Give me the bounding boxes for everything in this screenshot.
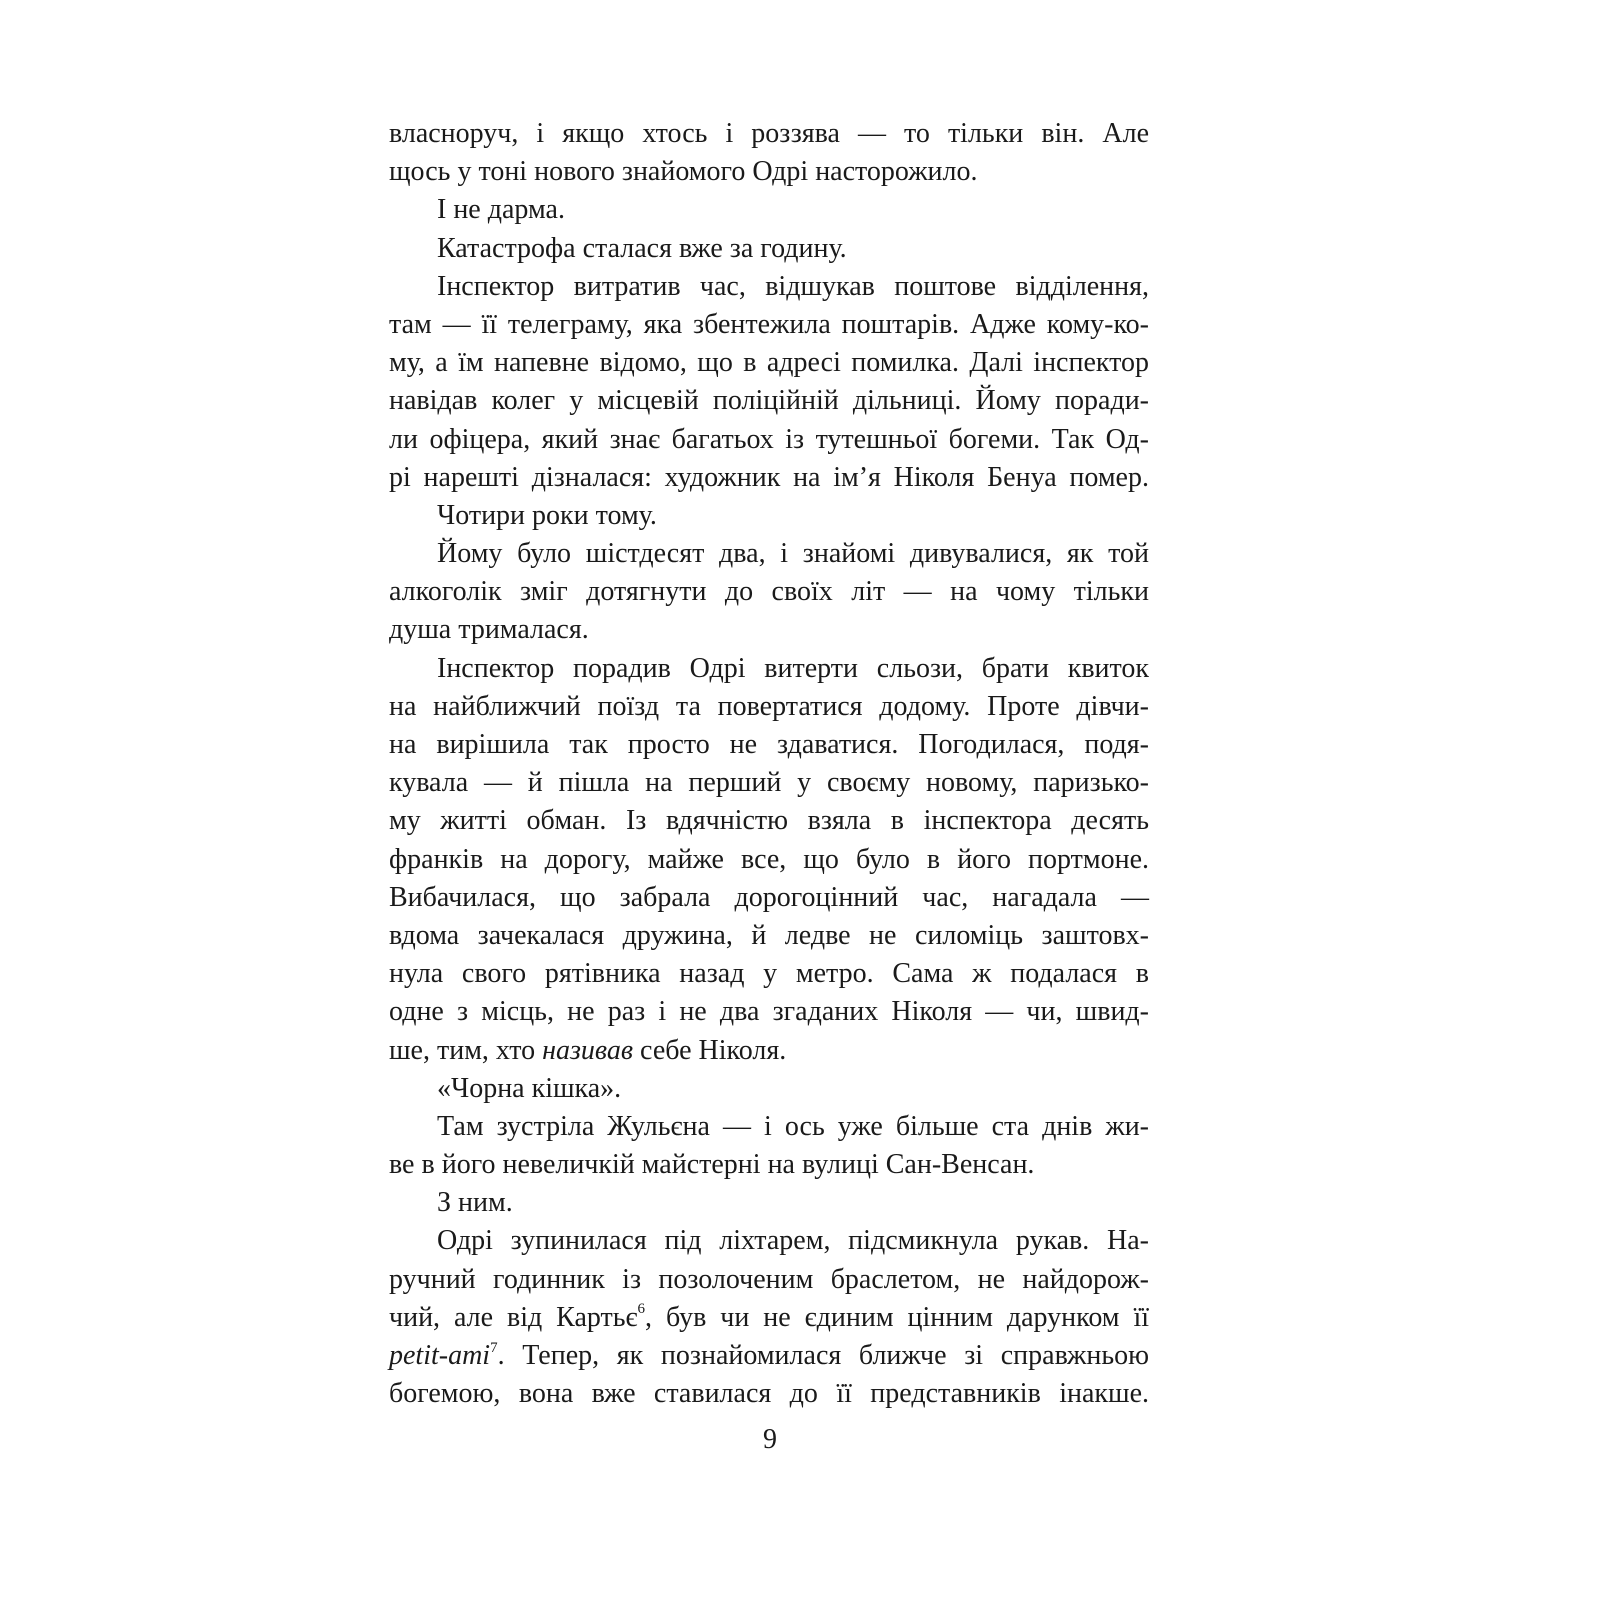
- text-run: , був чи не єдиним цінним дарунком її: [645, 1301, 1149, 1333]
- text-line: «Чорна кішка».: [437, 1072, 622, 1104]
- text-line: на вирішила так просто не здаватися. Погодилася, подя-: [389, 729, 1149, 760]
- text-line: Катастрофа сталася вже за годину.: [437, 232, 847, 264]
- text-line: богемою, вона вже ставилася до її представників інакше.: [389, 1378, 1149, 1410]
- text-line: франків на дорогу, майже все, що було в його портмоне.: [389, 843, 1149, 875]
- text-line: [389, 1032, 1149, 1070]
- text-line: му житті обман. Із вдячністю взяла в інспектора десять: [389, 805, 1149, 837]
- text-line: щось у тоні нового знайомого Одрі насторожило.: [389, 156, 978, 188]
- text-line: [389, 1299, 1149, 1337]
- text-line: одне з місць, не раз і не два згаданих Ніколя — чи, швид-: [389, 996, 1149, 1028]
- text-line: Вибачилася, що забрала дорогоцінний час, нагадала —: [389, 881, 1149, 913]
- text-line: алкоголік зміг дотягнути до своїх літ — на чому тільки: [389, 576, 1149, 608]
- text-line: Одрі зупинилася під ліхтарем, підсмикнула рукав. На-: [437, 1225, 1149, 1257]
- italic-word: називав: [542, 1034, 634, 1066]
- text-line: ли офіцера, який знає багатьох із тутешньої богеми. Так Од-: [389, 423, 1149, 455]
- text-line: душа трималася.: [389, 614, 589, 646]
- footnote-ref: 7: [490, 1339, 498, 1356]
- text-line: навідав колег у місцевій поліційній дільниці. Йому поради-: [389, 385, 1149, 417]
- footnote-ref: 6: [637, 1301, 646, 1318]
- text-line: ве в його невеличкій майстерні на вулиці Сан-Венсан.: [389, 1149, 1035, 1181]
- text-run: себе Ніколя.: [633, 1034, 787, 1066]
- text-line: Чотири роки тому.: [437, 499, 657, 531]
- text-line: [389, 1337, 1149, 1375]
- text-line: З ним.: [437, 1187, 513, 1219]
- text-line: на найближчий поїзд та повертатися додому. Проте дівчи-: [389, 690, 1149, 722]
- text-run: чий, але від Картьє: [389, 1301, 638, 1333]
- page-number: 9: [763, 1424, 777, 1455]
- text-line: Інспектор витратив час, відшукав поштове відділення,: [437, 270, 1149, 302]
- text-line: рі нарешті дізналася: художник на ім’я Ніколя Бенуа помер.: [389, 461, 1149, 493]
- italic-word: petit-ami: [389, 1340, 491, 1371]
- text-run: ше, тим, хто: [389, 1034, 543, 1066]
- text-run: . Тепер, як познайомилася ближче зі справжньою: [497, 1340, 1149, 1371]
- text-line: вдома зачекалася дружина, й ледве не силоміць заштовх-: [389, 919, 1149, 951]
- text-line: Йому було шістдесят два, і знайомі дивувалися, як той: [437, 538, 1149, 570]
- text-line: нула свого рятівника назад у метро. Сама ж подалася в: [389, 958, 1149, 990]
- text-line: ручний годинник із позолоченим браслетом, не найдорож-: [389, 1263, 1149, 1295]
- text-line: І не дарма.: [437, 194, 565, 226]
- text-line: кувала — й пішла на перший у своєму новому, паризько-: [389, 767, 1149, 799]
- text-line: му, а їм напевне відомо, що в адресі помилка. Далі інспектор: [389, 347, 1149, 379]
- text-line: там — її телеграму, яка збентежила поштарів. Адже кому-ко-: [389, 308, 1149, 340]
- text-line: Там зустріла Жульєна — і ось уже більше ста днів жи-: [437, 1110, 1149, 1142]
- page-body-text: [389, 115, 1149, 1413]
- text-line: власноруч, і якщо хтось і роззява — то тільки він. Але: [389, 118, 1149, 149]
- text-line: Інспектор порадив Одрі витерти сльози, брати квиток: [437, 652, 1149, 684]
